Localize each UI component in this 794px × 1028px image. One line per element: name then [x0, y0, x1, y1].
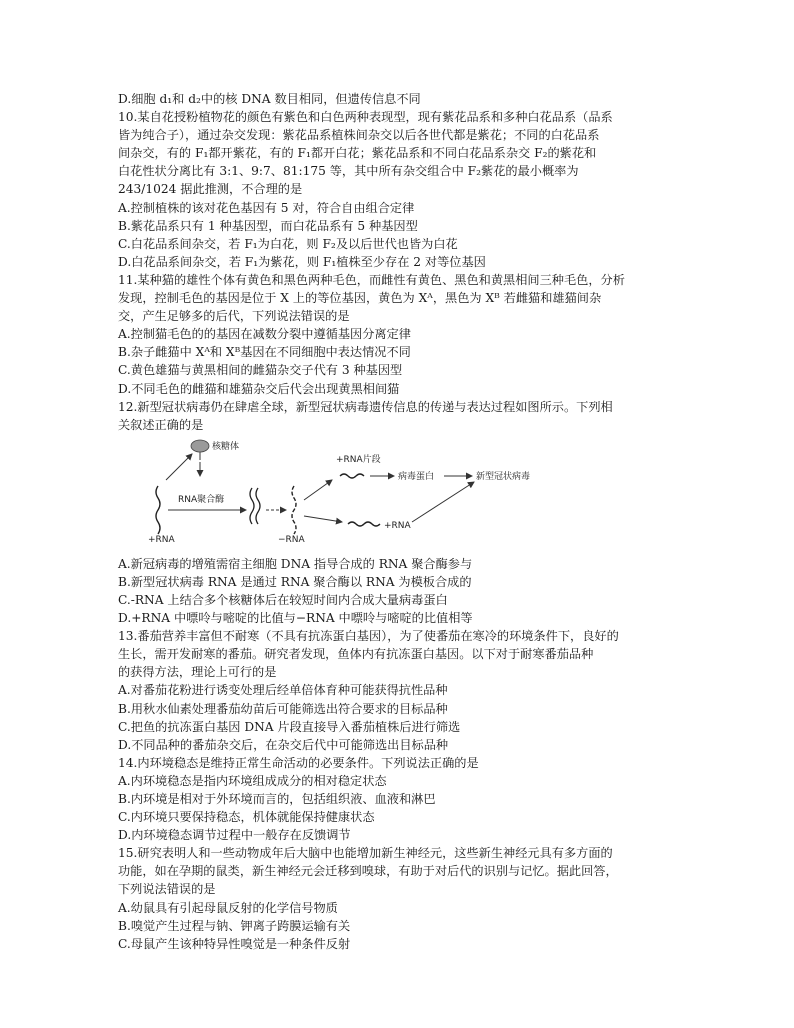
- q13-option-a: A.对番茄花粉进行诱变处理后经单倍体育种可能获得抗性品种: [118, 683, 448, 698]
- q10-stem-line: 243/1024 据此推测，不合理的是: [118, 182, 303, 197]
- q12-stem-line: 12.新型冠状病毒仍在肆虐全球，新型冠状病毒遗传信息的传递与表达过程如图所示。下列相: [118, 399, 613, 414]
- q15-option-b: B.嗅觉产生过程与钠、钾离子跨膜运输有关: [118, 918, 351, 933]
- q15-stem-line: 下列说法错误的是: [118, 882, 216, 897]
- question-10: [118, 108, 678, 271]
- plus-rna-right-strand: [348, 522, 380, 526]
- q13-stem-line: 的获得方法，理论上可行的是: [118, 665, 277, 680]
- q15-stem-line: 功能，如在孕期的鼠类，新生神经元会迁移到嗅球，有助于对后代的识别与记忆。据此回答，: [118, 864, 618, 879]
- question-13: [118, 627, 678, 754]
- q12-option-c: C.-RNA 上结合多个核糖体后在较短时间内合成大量病毒蛋白: [118, 592, 448, 607]
- q11-option-d: D.不同毛色的雌猫和雄猫杂交后代会出现黄黑相间猫: [118, 381, 400, 396]
- q9-option-d: D.细胞 d₁和 d₂中的核 DNA 数目相同，但遗传信息不同: [118, 92, 421, 106]
- q12-stem-line: 关叙述正确的是: [118, 417, 204, 432]
- minus-rna-strand: [292, 486, 296, 534]
- q11-option-a: A.控制猫毛色的的基因在减数分裂中遵循基因分离定律: [118, 327, 411, 342]
- q11-stem-line: 11.某种猫的雄性个体有黄色和黑色两种毛色，而雌性有黄色、黑色和黄黑相间三种毛色，分析: [118, 272, 625, 287]
- plus-rna-right-label: +RNA: [384, 520, 411, 531]
- arrow-to-fragment: [304, 480, 332, 500]
- q12-option-d: D.+RNA 中嘌呤与嘧啶的比值与−RNA 中嘌呤与嘧啶的比值相等: [118, 611, 473, 626]
- arrow-to-ribosome: [166, 454, 192, 480]
- arrow-to-plus-right: [304, 516, 342, 522]
- plus-rna-fragment-strand: [340, 474, 364, 478]
- q10-stem-line: 间杂交，有的 F₁都开紫花，有的 F₁都开白花；紫花品系和不同白花品系杂交 F₂的紫花和: [118, 146, 597, 161]
- q10-stem-line: 10.某自花授粉植物花的颜色有紫色和白色两种表现型，现有紫花品系和多种白花品系（品系: [118, 110, 613, 125]
- q10-option-a: A.控制植株的该对花色基因有 5 对，符合自由组合定律: [118, 200, 415, 215]
- q11-stem-line: 发现，控制毛色的基因是位于 X 上的等位基因，黄色为 Xᴬ，黑色为 Xᴮ 若雌猫和雄猫间杂: [118, 291, 602, 306]
- q13-stem-line: 13.番茄营养丰富但不耐寒（不具有抗冻蛋白基因），为了使番茄在寒冷的环境条件下，良好的: [118, 629, 619, 644]
- question-12: [118, 398, 678, 628]
- question-11: [118, 271, 678, 398]
- q14-option-c: C.内环境只要保持稳态，机体就能保持健康状态: [118, 810, 375, 825]
- q14-option-a: A.内环境稳态是指内环境组成成分的相对稳定状态: [118, 773, 387, 788]
- q14-option-d: D.内环境稳态调节过程中一般存在反馈调节: [118, 828, 351, 843]
- q12-option-b: B.新型冠状病毒 RNA 是通过 RNA 聚合酶以 RNA 为模板合成的: [118, 574, 472, 589]
- ribosome-icon: [191, 440, 209, 452]
- arrow-rna-to-virus: [412, 482, 474, 522]
- exam-page: [118, 90, 678, 953]
- q11-option-b: B.杂子雌猫中 Xᴬ和 Xᴮ基因在不同细胞中表达情况不同: [118, 345, 411, 360]
- q13-option-d: D.不同品种的番茄杂交后，在杂交后代中可能筛选出目标品种: [118, 737, 449, 752]
- q13-option-c: C.把鱼的抗冻蛋白基因 DNA 片段直接导入番茄植株后进行筛选: [118, 719, 461, 734]
- q14-stem-line: 14.内环境稳态是维持正常生命活动的必要条件。下列说法正确的是: [118, 755, 479, 770]
- q15-option-a: A.幼鼠具有引起母鼠反射的化学信号物质: [118, 900, 338, 915]
- polymerase-label: RNA聚合酶: [178, 494, 225, 505]
- q11-stem-line: 交，产生足够多的后代，下列说法错误的是: [118, 309, 350, 324]
- minus-rna-label: −RNA: [278, 534, 305, 545]
- q13-stem-line: 生长，需开发耐寒的番茄。研究者发现，鱼体内有抗冻蛋白基因。以下对于耐寒番茄品种: [118, 647, 594, 662]
- question-15: [118, 844, 678, 953]
- q10-option-c: C.白花品系间杂交，若 F₁为白花，则 F₂及以后世代也皆为白花: [118, 236, 458, 251]
- ribosome-label: 核糖体: [212, 441, 240, 452]
- q12-option-a: A.新冠病毒的增殖需宿主细胞 DNA 指导合成的 RNA 聚合酶参与: [118, 556, 473, 571]
- diagram-svg: [118, 436, 678, 551]
- q10-stem-line: 皆为纯合子），通过杂交发现：紫花品系植株间杂交以后各世代都是紫花；不同的白花品系: [118, 128, 600, 143]
- q10-option-b: B.紫花品系只有 1 种基因型，而白花品系有 5 种基因型: [118, 218, 418, 233]
- plus-rna-left-strand: [156, 486, 160, 534]
- plus-rna-left-label: +RNA: [148, 534, 175, 545]
- viral-protein-label: 病毒蛋白: [398, 471, 435, 482]
- q11-option-c: C.黄色雄猫与黄黑相间的雌猫杂交子代有 3 种基因型: [118, 363, 403, 378]
- q15-option-c: C.母鼠产生该种特异性嗅觉是一种条件反射: [118, 936, 351, 951]
- new-virus-label: 新型冠状病毒: [476, 471, 531, 482]
- question-14: [118, 754, 678, 844]
- q13-option-b: B.用秋水仙素处理番茄幼苗后可能筛选出符合要求的目标品种: [118, 701, 448, 716]
- q15-stem-line: 15.研究表明人和一些动物成年后大脑中也能增加新生神经元，这些新生神经元具有多方面的: [118, 846, 613, 861]
- plus-rna-fragment-label: +RNA片段: [336, 454, 381, 465]
- virus-replication-diagram: [118, 436, 678, 551]
- q10-option-d: D.白花品系间杂交，若 F₁为紫花，则 F₁植株至少存在 2 对等位基因: [118, 254, 486, 269]
- double-strand-b: [256, 488, 260, 524]
- question-9-tail: [118, 90, 678, 108]
- double-strand-a: [250, 488, 254, 524]
- q14-option-b: B.内环境是相对于外环境而言的，包括组织液、血液和淋巴: [118, 792, 436, 806]
- q10-stem-line: 白花性状分离比有 3:1、9:7、81:175 等，其中所有杂交组合中 F₂紫花的最小概率为: [118, 164, 579, 179]
